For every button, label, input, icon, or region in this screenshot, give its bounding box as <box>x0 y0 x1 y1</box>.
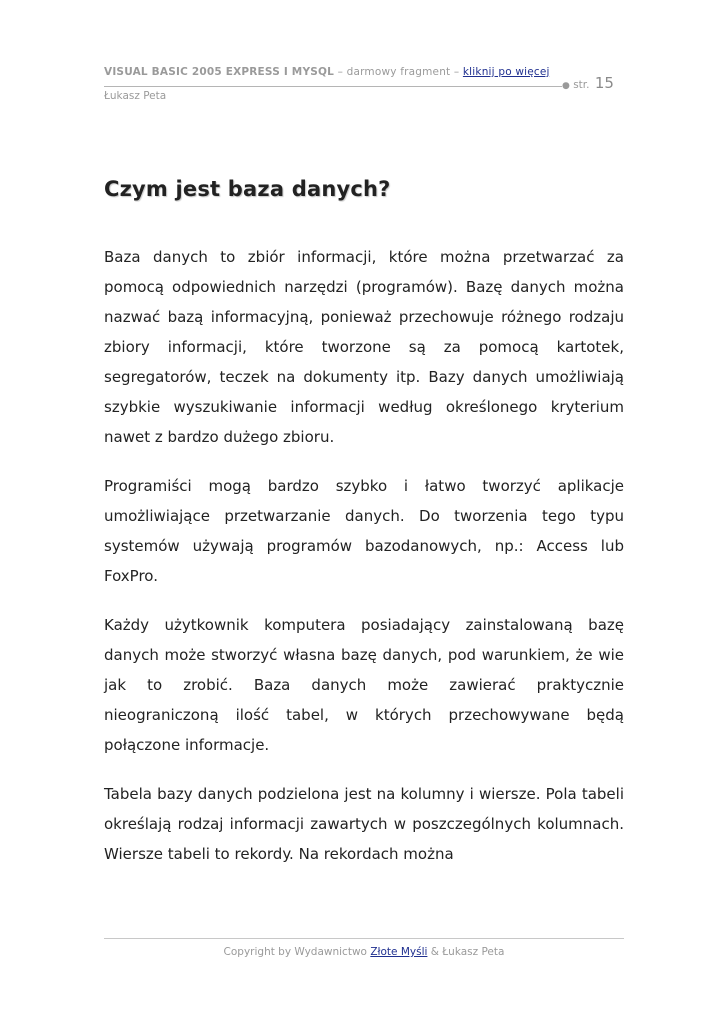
page-number-block <box>562 74 614 92</box>
bullet-icon: ● <box>562 81 570 91</box>
more-link[interactable]: kliknij po więcej <box>462 66 550 78</box>
page-footer <box>104 946 624 958</box>
page-header <box>104 66 624 102</box>
body-text <box>104 242 624 888</box>
paragraph: Tabela bazy danych podzielona jest na kolumny i wiersze. Pola tabeli określają rodzaj informacji zawartych w poszczególnych kolumnach. Wiersze tabeli to rekordy. Na rekordach można <box>104 785 624 863</box>
page-number: 15 <box>594 74 614 92</box>
footer-rule <box>104 938 624 939</box>
footer-prefix: Copyright by Wydawnictwo <box>223 946 371 958</box>
header-author: Łukasz Peta <box>104 90 167 102</box>
paragraph: Baza danych to zbiór informacji, które można przetwarzać za pomocą odpowiednich narzędzi (programów). Bazę danych można nazwać bazą informacyjną, ponieważ przechowuje różnego rodzaju zbiory informacji, które tworzone są za pomocą kartotek, segregatorów, teczek na dokumenty itp. Bazy danych umożliwiają szybkie wyszukiwanie informacji według określonego kryterium nawet z bardzo dużego zbioru. <box>104 248 624 446</box>
header-separator: – <box>334 66 347 78</box>
paragraph: Programiści mogą bardzo szybko i łatwo tworzyć aplikacje umożliwiające przetwarzanie danych. Do tworzenia tego typu systemów używają programów bazodanowych, np.: Access lub FoxPro. <box>104 477 624 585</box>
fragment-label: darmowy fragment <box>346 66 451 78</box>
header-line <box>104 66 624 78</box>
footer-suffix: & Łukasz Peta <box>427 946 505 958</box>
paragraph: Każdy użytkownik komputera posiadający zainstalowaną bazę danych może stworzyć własna bazę danych, pod warunkiem, że wie jak to zrobić. Baza danych może zawierać praktycznie nieograniczoną ilość tabel, w których przechowywane będą połączone informacje. <box>104 616 624 754</box>
page-label: str. <box>573 79 590 91</box>
book-title: VISUAL BASIC 2005 EXPRESS I MYSQL <box>104 66 335 78</box>
header-separator: – <box>450 66 463 78</box>
header-rule <box>104 86 562 87</box>
publisher-link[interactable]: Złote Myśli <box>370 946 428 958</box>
section-title: Czym jest baza danych? <box>104 177 391 201</box>
